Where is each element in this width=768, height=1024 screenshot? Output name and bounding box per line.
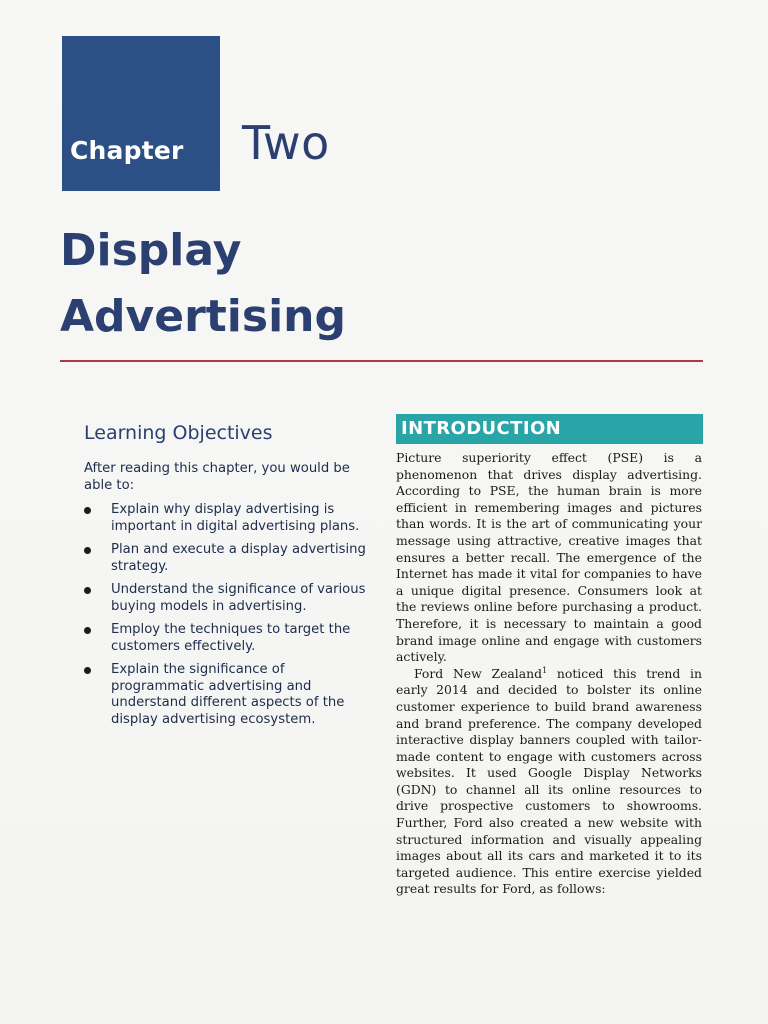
chapter-label: Chapter xyxy=(70,136,184,165)
list-item xyxy=(84,542,374,575)
objective-text: Explain why display advertising is important in digital advertising plans. xyxy=(111,502,360,534)
chapter-title-line-2: Advertising xyxy=(60,291,346,342)
list-item xyxy=(84,622,374,655)
introduction-body xyxy=(396,450,702,898)
chapter-title-line-1: Display xyxy=(60,225,242,276)
paragraph-rest: noticed this trend in early 2014 and decided to bolster its online customer experience to build brand awareness and brand preference. The company developed interactive display banners coupled with tailor-made content to engage with customers across websites. It used Google Display Networks (GDN) to channel all its online resources to drive prospective customers to showrooms. Further, Ford also created a new website with structured information and visually appealing images about all its cars and marketed it to its targeted audience. This entire exercise yielded great results for Ford, as follows: xyxy=(396,665,703,897)
learning-objectives-intro: After reading this chapter, you would be able to: xyxy=(84,461,350,493)
bullet-icon xyxy=(84,587,91,594)
objective-text: Understand the significance of various buying models in advertising. xyxy=(111,582,366,614)
chapter-number: Two xyxy=(242,116,330,170)
title-divider xyxy=(60,360,703,362)
learning-objectives-list xyxy=(84,502,374,735)
introduction-heading: INTRODUCTION xyxy=(401,418,562,439)
list-item xyxy=(84,582,374,615)
learning-objectives-heading: Learning Objectives xyxy=(84,422,273,444)
bullet-icon xyxy=(84,547,91,554)
bullet-icon xyxy=(84,507,91,514)
objective-text: Employ the techniques to target the customers effectively. xyxy=(111,622,351,654)
list-item xyxy=(84,662,374,728)
bullet-icon xyxy=(84,667,91,674)
paragraph-lead: Ford New Zealand xyxy=(414,665,543,681)
introduction-paragraph-1: Picture superiority effect (PSE) is a phenomenon that drives display advertising. According to PSE, the human brain is more efficient in remembering images and pictures than words. It is the art of communicating your message using attractive, creative images that ensures a better recall. The emergence of the Internet has made it vital for companies to have a unique digital presence. Consumers look at the reviews online before purchasing a product. Therefore, it is necessary to maintain a good brand image online and engage with customers actively. xyxy=(396,450,702,665)
chapter-title xyxy=(60,218,620,350)
introduction-paragraph-2 xyxy=(396,666,702,898)
objective-text: Plan and execute a display advertising strategy. xyxy=(111,542,366,574)
list-item xyxy=(84,502,374,535)
bullet-icon xyxy=(84,627,91,634)
objective-text: Explain the significance of programmatic advertising and understand different aspects of the display advertising ecosystem. xyxy=(111,662,345,727)
chapter-block xyxy=(62,36,220,191)
footnote-marker: 1 xyxy=(542,665,548,675)
